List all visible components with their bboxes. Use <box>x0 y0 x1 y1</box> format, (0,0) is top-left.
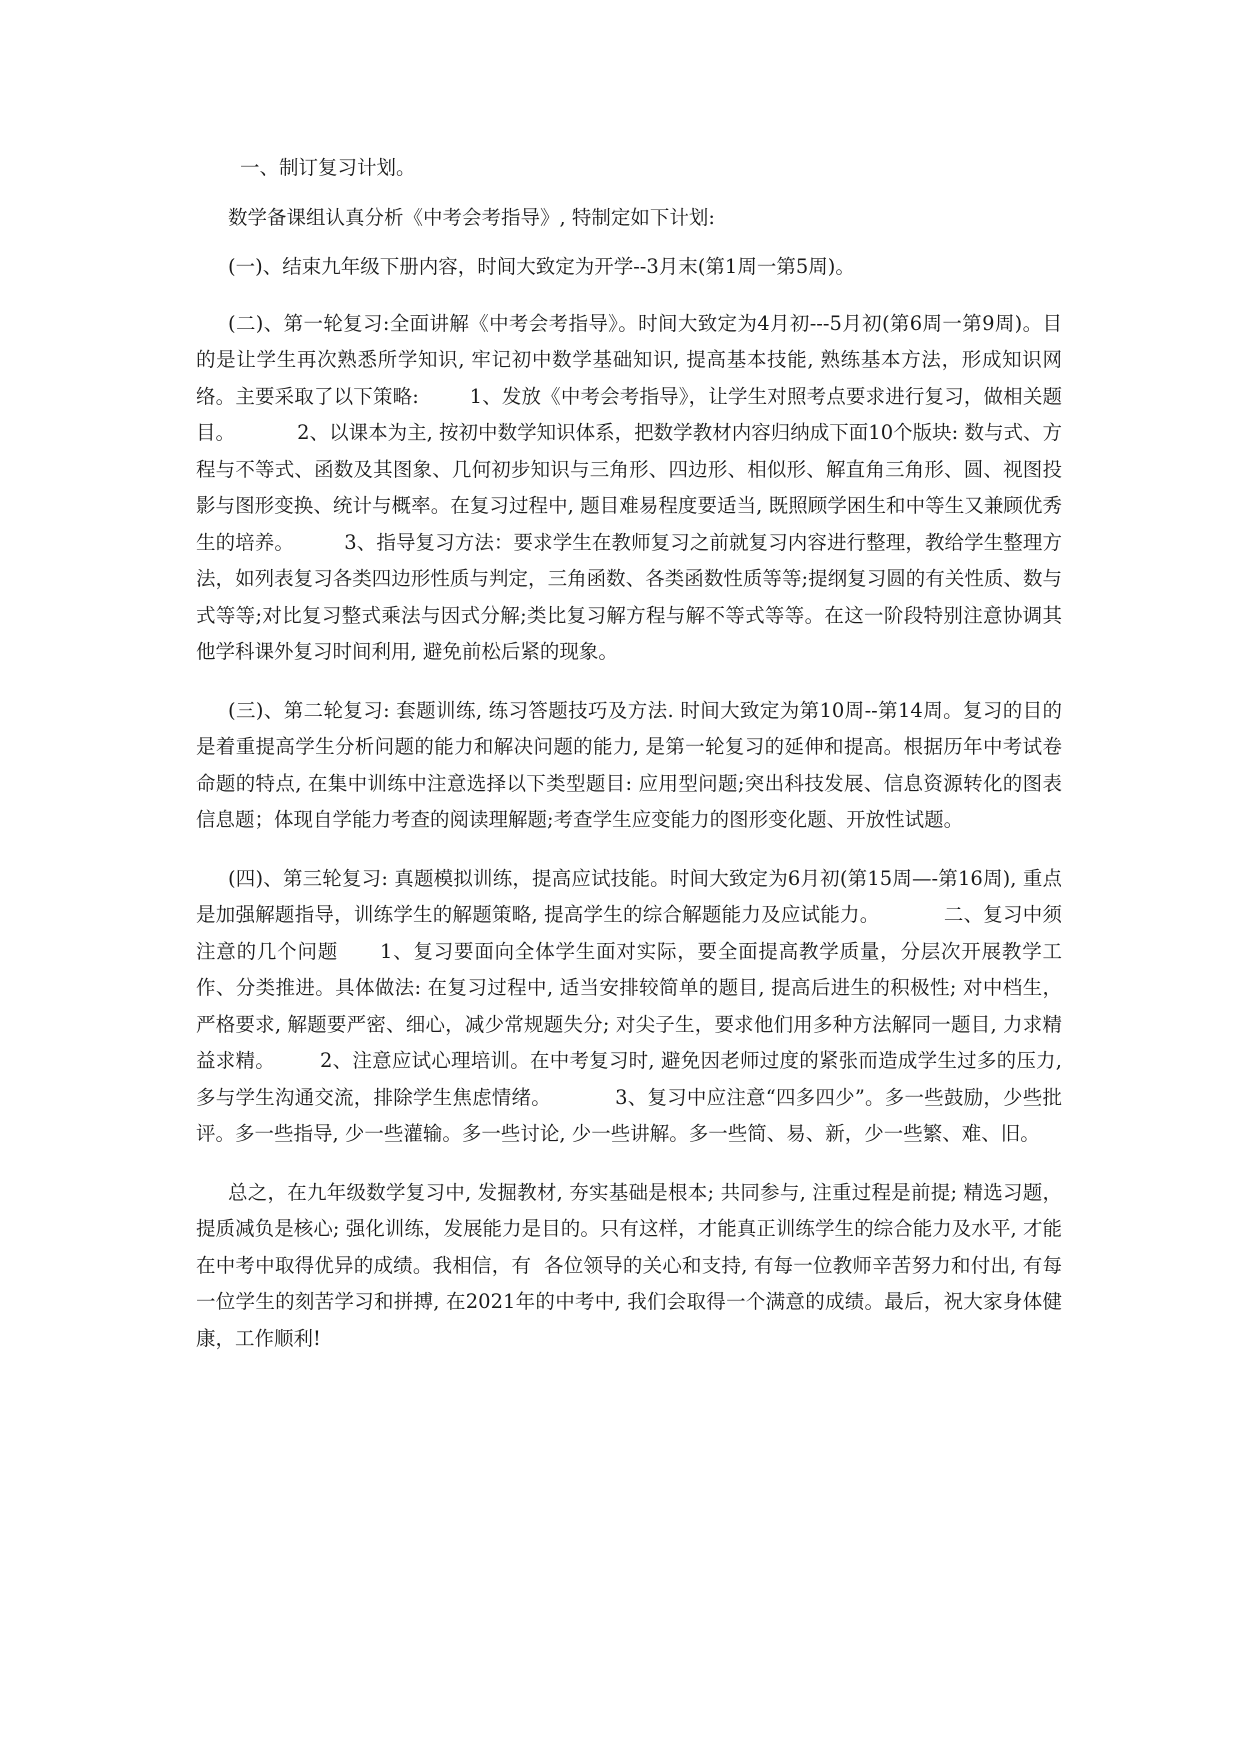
paragraph-part-three: (三)、第二轮复习: 套题训练, 练习答题技巧及方法. 时间大致定为第10周--第14周。复习的目的是着重提高学生分析问题的能力和解决问题的能力, 是第一轮复习的延伸和提高。根据历年中考试卷命题的特点, 在集中训练中注意选择以下类型题目: 应用型问题;突出科技发展、信息资源转化的图表信息题；体现自学能力考查的阅读理解题;考查学生应变能力的图形变化题、开放性试题。 <box>196 698 1062 831</box>
intro-paragraph: 数学备课组认真分析《中考会考指导》, 特制定如下计划: <box>228 205 715 229</box>
document-body <box>196 150 1069 1357</box>
paragraph-part-four: (四)、第三轮复习: 真题模拟训练，提高应试技能。时间大致定为6月初(第15周—-第16周), 重点是加强解题指导，训练学生的解题策略, 提高学生的综合解题能力及应试能力。 二、复习中须注意的几个问题 1、复习要面向全体学生面对实际，要全面提高教学质量，分层次开展教学工作、分类推进。具体做法: 在复习过程中, 适当安排较简单的题目, 提高后进生的积极性; 对中档生，严格要求, 解题要严密、细心，减少常规题失分; 对尖子生，要求他们用多种方法解同一题目, 力求精益求精。 2、注意应试心理培训。在中考复习时, 避免因老师过度的紧张而造成学生过多的压力, 多与学生沟通交流，排除学生焦虑情绪。 3、复习中应注意“四多四少”。多一些鼓励，少些批评。多一些指导, 少一些灌输。多一些讨论, 少一些讲解。多一些简、易、新，少一些繁、难、旧。 <box>196 866 1069 1145</box>
section-heading: 一、制订复习计划。 <box>240 156 416 179</box>
paragraph-part-two: (二)、第一轮复习:全面讲解《中考会考指导》。时间大致定为4月初---5月初(第6周一第9周)。目的是让学生再次熟悉所学知识, 牢记初中数学基础知识, 提高基本技能, 熟练基本方法，形成知识网络。主要采取了以下策略: 1、发放《中考会考指导》，让学生对照考点要求进行复习，做相关题目。 2、以课本为主, 按初中数学知识体系，把数学教材内容归纳成下面10个版块: 数与式、方程与不等式、函数及其图象、几何初步知识与三角形、四边形、相似形、解直角三角形、圆、视图投影与图形变换、统计与概率。在复习过程中, 题目难易程度要适当, 既照顾学困生和中等生又兼顾优秀生的培养。 3、指导复习方法：要求学生在教师复习之前就复习内容进行整理，教给学生整理方法，如列表复习各类四边形性质与判定，三角函数、各类函数性质等等;提纲复习圆的有关性质、数与式等等;对比复习整式乘法与因式分解;类比复习解方程与解不等式等等。在这一阶段特别注意协调其他学科课外复习时间利用, 避免前松后紧的现象。 <box>196 311 1062 663</box>
paragraph-conclusion: 总之，在九年级数学复习中, 发掘教材, 夯实基础是根本; 共同参与, 注重过程是前提; 精选习题，提质减负是核心; 强化训练，发展能力是目的。只有这样，才能真正训练学生的综合能力及水平, 才能在中考中取得优异的成绩。我相信，有 各位领导的关心和支持, 有每一位教师辛苦努力和付出, 有每一位学生的刻苦学习和拼搏, 在2021年的中考中, 我们会取得一个满意的成绩。最后，祝大家身体健康，工作顺利! <box>196 1180 1062 1350</box>
paragraph-part-one: (一)、结束九年级下册内容，时间大致定为开学--3月末(第1周一第5周)。 <box>228 255 855 278</box>
